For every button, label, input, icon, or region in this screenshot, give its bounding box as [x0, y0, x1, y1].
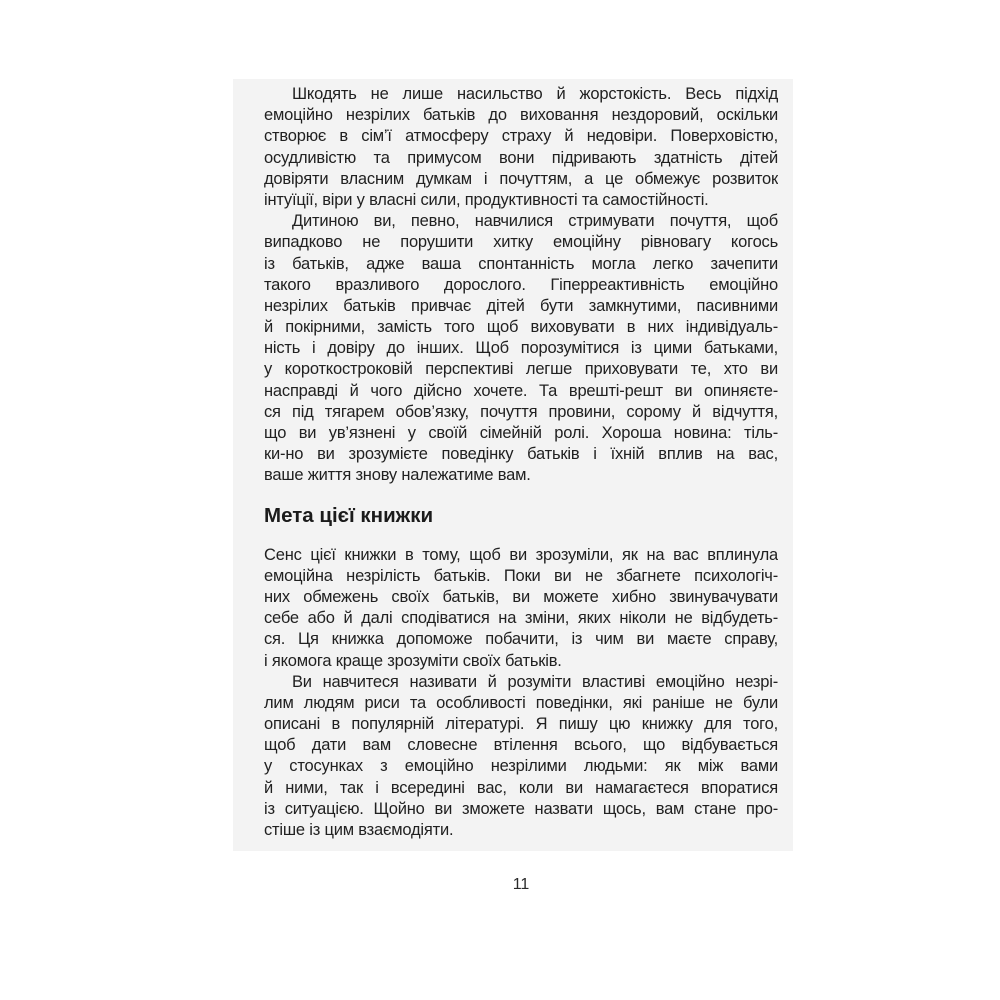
text-line: що ви ув’язнені у своїй сімейній ролі. Хороша новина: тіль- — [264, 424, 778, 442]
text-line: у короткостроковій перспективі легше приховувати те, хто ви — [264, 360, 778, 379]
paragraph — [264, 211, 778, 486]
text-line: інтуїції, віри у власні сили, продуктивності та самостійності. — [264, 190, 709, 209]
text-line: них обмежень своїх батьків, ви можете хибно звинувачувати — [264, 587, 778, 606]
text-line: й ними, так і всередині вас, коли ви намагаєтеся впоратися — [264, 778, 778, 797]
text-line: ність і довіру до інших. Щоб порозумітися із цими батьками, — [264, 339, 778, 358]
text-line: стіше із цим взаємодіяти. — [264, 821, 454, 839]
text-line: Сенс цієї книжки в тому, щоб ви зрозуміли, як на вас вплинула — [264, 545, 778, 564]
section-heading: Мета цієї книжки — [264, 503, 434, 527]
text-line: із батьків, адже ваша спонтанність могла легко зачепити — [264, 254, 778, 273]
page-number: 11 — [512, 876, 530, 893]
text-line: й покірними, замість того щоб виховувати в них індивідуаль- — [264, 318, 778, 337]
text-line: випадково не порушити хитку емоційну рівновагу когось — [264, 233, 778, 252]
paragraph — [264, 84, 778, 211]
text-line: такого вразливого дорослого. Гіперреактивність емоційно — [264, 275, 778, 294]
text-column — [264, 84, 778, 841]
text-line: і якомога краще зрозуміти своїх батьків. — [264, 651, 562, 670]
text-line: осудливістю та примусом вони підривають здатність дітей — [264, 148, 778, 167]
text-line: лим людям риси та особливості поведінки, які раніше не були — [264, 693, 778, 712]
text-line: себе або й далі сподіватися на зміни, яких ніколи не відбудеть- — [264, 609, 778, 628]
text-line: довіряти власним думкам і почуттям, а це обмежує розвиток — [264, 169, 778, 188]
text-line: щоб дати вам словесне втілення всього, що відбувається — [264, 736, 778, 755]
text-line: емоційно незрілих батьків до виховання нездоровий, оскільки — [264, 106, 778, 125]
text-line: описані в популярній літературі. Я пишу цю книжку для того, — [264, 715, 778, 734]
text-line: Шкодять не лише насильство й жорстокість. Весь підхід — [292, 85, 778, 103]
text-line: Ви навчитеся називати й розуміти властиві емоційно незрі- — [292, 672, 778, 691]
text-line: ся під тягарем обов’язку, почуття провини, сорому й відчуття, — [264, 402, 778, 421]
text-line: незрілих батьків привчає дітей бути замкнутими, пасивними — [264, 296, 778, 315]
text-line: ваше життя знову належатиме вам. — [264, 466, 531, 485]
text-line: насправді й чого дійсно хочете. Та врешті-решт ви опиняєте- — [264, 381, 778, 400]
text-line: створює в сім’ї атмосферу страху й недовіри. Поверховістю, — [264, 127, 778, 146]
text-line: Дитиною ви, певно, навчилися стримувати почуття, щоб — [292, 212, 778, 231]
text-line: емоційна незрілість батьків. Поки ви не збагнете психологіч- — [264, 566, 778, 585]
text-line: із ситуацією. Щойно ви зможете назвати щось, вам стане про- — [264, 799, 778, 818]
paragraph — [264, 545, 778, 672]
text-line: ки-но ви зрозумієте поведінку батьків і їхній вплив на вас, — [264, 445, 778, 464]
text-line: ся. Ця книжка допоможе побачити, із чим ви маєте справу, — [264, 630, 778, 649]
paragraph — [264, 672, 778, 842]
text-line: у стосунках з емоційно незрілими людьми: як між вами — [264, 757, 778, 776]
